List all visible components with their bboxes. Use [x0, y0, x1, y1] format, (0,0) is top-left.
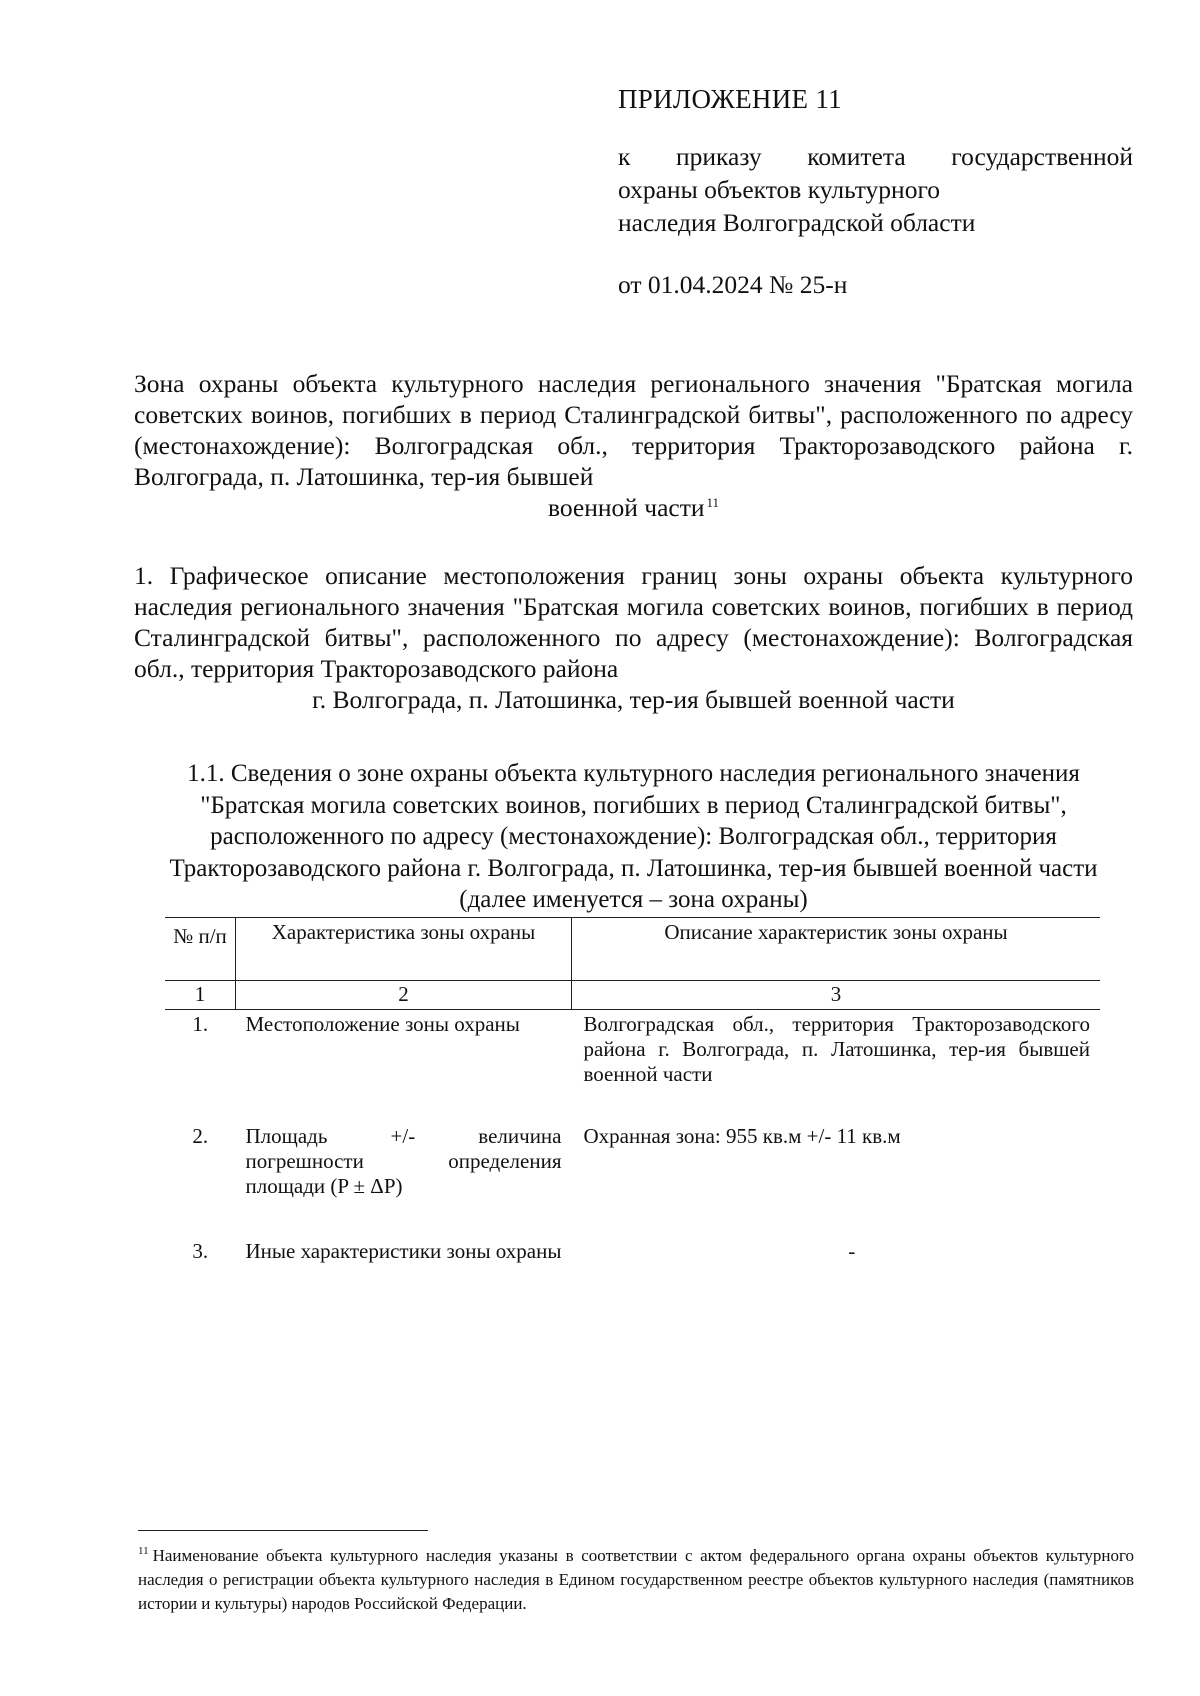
area-formula: (P ± ΔP) [330, 1174, 403, 1198]
column-number-3: 3 [572, 981, 1101, 1010]
row-number: 3. [192, 1239, 209, 1263]
order-line-1: к приказу комитета государственной [618, 142, 1133, 171]
row-description: - [848, 1239, 856, 1263]
order-line-2: охраны объектов культурного [618, 175, 941, 204]
order-line-3: наследия Волгоградской области [618, 208, 976, 237]
zone-info-table [165, 917, 1100, 1309]
table-row [165, 1237, 1100, 1309]
row-number: 2. [192, 1124, 209, 1148]
row-description: Волгоградская обл., территория Тракторозаводского района г. Волгограда, п. Латошинка, тер-ия бывшей военной части [583, 1012, 1090, 1086]
section-1-1-heading: 1.1. Сведения о зоне охраны объекта культурного наследия регионального значения "Братская могила советских воинов, погибших в период Сталинградской битвы", расположенного по адресу (местонахождение): Волгоградская обл., территория Тракторозаводского района г. Волгограда, п. Латошинка, тер-ия бывшей военной части (далее именуется – зона охраны) [169, 760, 1098, 913]
title-last-line: военной части $^{11}$ [547, 493, 720, 522]
document-title [134, 368, 1133, 523]
appendix-heading: ПРИЛОЖЕНИЕ 11 [618, 84, 842, 114]
table-column-number-row [165, 981, 1100, 1010]
order-reference [618, 140, 1133, 239]
row-description: Охранная зона: 955 кв.м +/- 11 кв.м [583, 1124, 901, 1148]
row-characteristic: Площадь +/- величина погрешности определения площади (P ± ΔP) [245, 1124, 562, 1198]
section-1-heading [134, 560, 1133, 715]
order-date: от 01.04.2024 № 25-н [618, 270, 848, 299]
header-description: Описание характеристик зоны охраны [572, 918, 1101, 981]
section-1-text: 1. Графическое описание местоположения границ зоны охраны объекта культурного наследия регионального значения "Братская могила советских воинов, погибших в период Сталинградской битвы", расположенного по адресу (местонахождение): Волгоградская обл., территория Тракторозаводского района [134, 561, 1133, 683]
title-text: Зона охраны объекта культурного наследия регионального значения "Братская могила советских воинов, погибших в период Сталинградской битвы", расположенного по адресу (местонахождение): Волгоградская обл., территория Тракторозаводского района г. Волгограда, п. Латошинка, тер-ия бывшей [134, 369, 1133, 491]
header-characteristic: Характеристика зоны охраны [236, 918, 572, 981]
section-1-last-line: г. Волгограда, п. Латошинка, тер-ия бывшей военной части [312, 685, 955, 714]
column-number-1: 1 [165, 981, 236, 1010]
row-number: 1. [192, 1012, 209, 1036]
table-header-row [165, 918, 1100, 981]
footnote-mark: 11 [138, 1545, 149, 1558]
footnote-reference: 11 [706, 494, 720, 510]
header-number: № п/п [165, 918, 236, 981]
row-characteristic: Иные характеристики зоны охраны [245, 1239, 562, 1263]
row-characteristic: Местоположение зоны охраны [245, 1012, 520, 1036]
footnote-text: Наименование объекта культурного наследия указаны в соответствии с актом федерального органа охраны объектов культурного наследия о регистрации объекта культурного наследия в Едином государственном реестре объектов культурного наследия (памятников истории и культуры) народов Российской Федерации. [138, 1546, 1134, 1613]
column-number-2: 2 [236, 981, 572, 1010]
table-row [165, 1010, 1100, 1123]
footnote [138, 1544, 1134, 1616]
footnote-separator [138, 1530, 428, 1531]
table-row [165, 1122, 1100, 1237]
